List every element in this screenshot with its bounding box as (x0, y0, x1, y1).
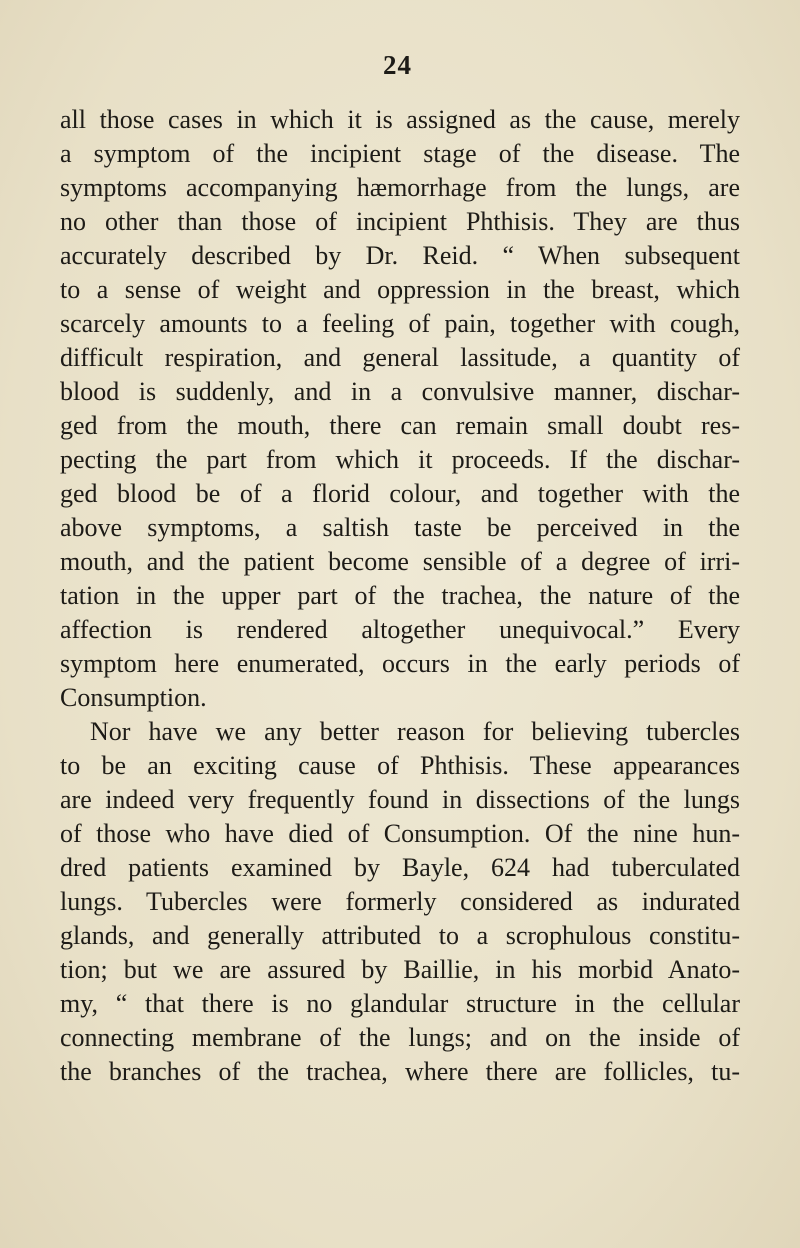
text-line: a symptom of the incipient stage of the disease. The (60, 139, 740, 168)
text-line: mouth, and the patient become sensible of a degree of irri- (60, 547, 740, 576)
text-line: to a sense of weight and oppression in the breast, which (60, 275, 740, 304)
text-line: symptoms accompanying hæmorrhage from the lungs, are (60, 173, 740, 202)
text-line: no other than those of incipient Phthisis. They are thus (60, 207, 740, 236)
text-line: accurately described by Dr. Reid. “ When subsequent (60, 241, 740, 270)
text-line: the branches of the trachea, where there are follicles, tu- (60, 1057, 740, 1086)
text-line: connecting membrane of the lungs; and on the inside of (60, 1023, 740, 1052)
text-line: Nor have we any better reason for believing tubercles (90, 717, 740, 746)
text-line: symptom here enumerated, occurs in the early periods of (60, 649, 740, 678)
text-line: to be an exciting cause of Phthisis. These appearances (60, 751, 740, 780)
page-number: 24 (383, 50, 412, 80)
text-line: tion; but we are assured by Baillie, in his morbid Anato- (60, 955, 740, 984)
text-line: my, “ that there is no glandular structure in the cellular (60, 989, 740, 1018)
text-line: above symptoms, a saltish taste be perceived in the (60, 513, 740, 542)
text-line: blood is suddenly, and in a convulsive manner, dischar- (60, 377, 740, 406)
text-line: tation in the upper part of the trachea, the nature of the (60, 581, 740, 610)
text-line: all those cases in which it is assigned as the cause, merely (60, 105, 740, 134)
text-line: of those who have died of Consumption. Of the nine hun- (60, 819, 740, 848)
text-line: glands, and generally attributed to a scrophulous constitu- (60, 921, 740, 950)
text-line: affection is rendered altogether unequivocal.” Every (60, 615, 740, 644)
text-line: Consumption. (60, 683, 207, 712)
text-line: ged blood be of a florid colour, and together with the (60, 479, 740, 508)
text-line: pecting the part from which it proceeds. If the dischar- (60, 445, 740, 474)
text-line: are indeed very frequently found in dissections of the lungs (60, 785, 740, 814)
text-line: difficult respiration, and general lassitude, a quantity of (60, 343, 740, 372)
text-line: lungs. Tubercles were formerly considered as indurated (60, 887, 740, 916)
text-line: dred patients examined by Bayle, 624 had tuberculated (60, 853, 740, 882)
text-line: scarcely amounts to a feeling of pain, together with cough, (60, 309, 740, 338)
text-line: ged from the mouth, there can remain small doubt res- (60, 411, 740, 440)
